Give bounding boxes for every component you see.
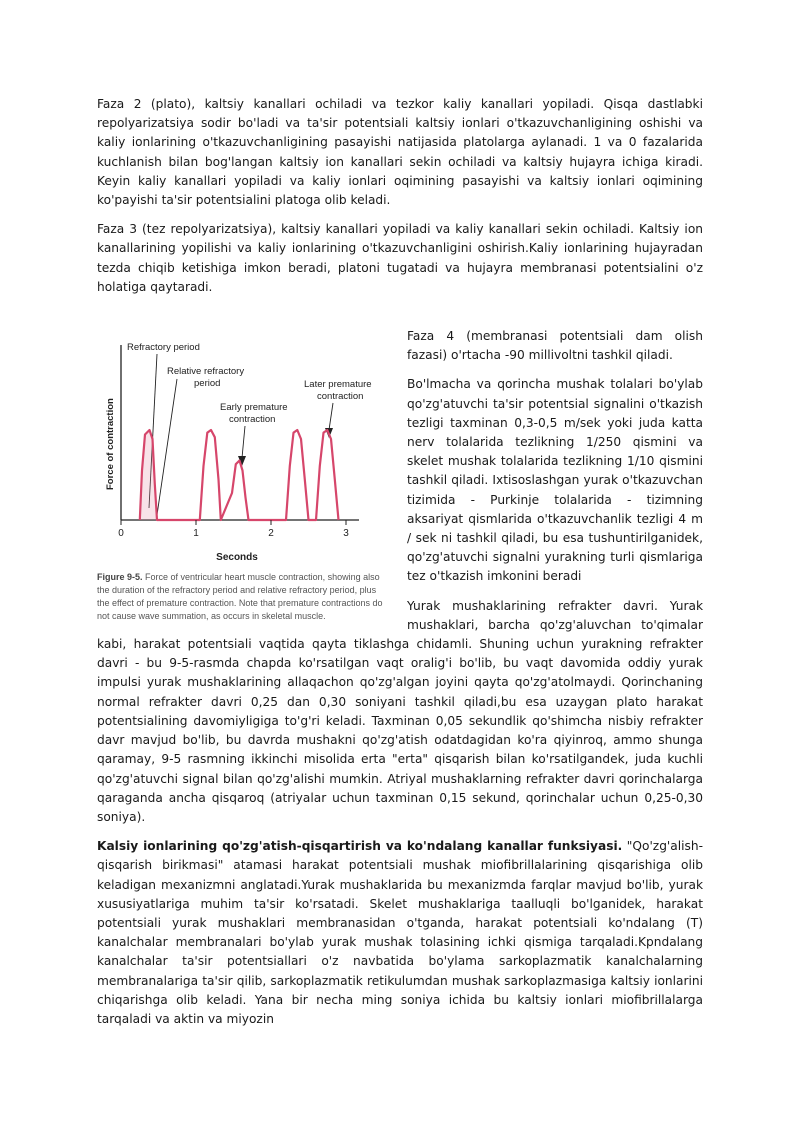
figure-text-block xyxy=(97,327,703,837)
x-tick-label: 0 xyxy=(118,528,124,540)
x-tick-label: 3 xyxy=(343,528,349,540)
paragraph-conduction: Bo'lmacha va qorincha mushak tolalari bo'ylab qo'zg'atuvchi ta'sir potentsial signalini o'tkazish tezligi taxminan 0,3-0,5 m/sek yoki juda katta nerv tolalarida tezlikning 1/250 qismini va skelet mushak tolalarida tezlikning 1/10 qismini tashkil qiladi. Ixtisoslashgan yurak o'tkazuvchan tizimida - Purkinje tolalarida - tizimning aksariyat qismlarida o'tkazuvchanlik tezligi 4 m / sek ni tashkil qiladi, bu esa tushuntirilganidek, qo'zg'atuvchi signalni yurakning turli qismlariga tez o'tkazish imkonini beradi xyxy=(407,377,703,584)
contraction-chart xyxy=(97,330,387,565)
pointer-relative xyxy=(157,379,177,515)
calcium-heading: Kalsiy ionlarining qo'zg'atish-qisqartirish va ko'ndalang kanallar funksiyasi. xyxy=(97,839,623,854)
annotation-relative-1: Relative refractory xyxy=(167,366,245,378)
annotation-early-2: contraction xyxy=(229,414,276,426)
paragraph-phase-2: Faza 2 (plato), kaltsiy kanallari ochiladi va tezkor kaliy kanallari yopiladi. Qisqa dastlabki repolyarizatsiya sodir bo'ladi va ta'sir potentsiali kaltsiy ionlari o'tkazuvchanligining oshishi va kaliy ionlarining o'tkazuvchanligining pasayishi natijasida platolarga aylanadi. 1 va 0 fazalarida kuchlanish bilan bog'langan kaltsiy ion kanallari sekin ochiladi va kaltsiy hujayra ichiga kiradi. Keyin kaliy kanallari yopiladi va kaliy ionlari oqimining pasayishi va kaltsiy ionlari oqimining ko'payishi ta'sir potentsialini platoga olib keladi. xyxy=(97,97,703,208)
annotation-relative-2: period xyxy=(194,378,221,390)
annotation-refractory: Refractory period xyxy=(127,342,200,354)
paragraph-phase-4: Faza 4 (membranasi potentsiali dam olish fazasi) o'rtacha -90 millivoltni tashkil qiladi. xyxy=(407,329,703,363)
paragraph-refractory: Yurak mushaklarining refrakter davri. Yurak mushaklari, barcha qo'zg'aluvchan to'qimalar kabi, harakat potentsiali vaqtida qayta tiklashga chidamli. Shuning uchun yurakning refrakter davri - bu 9-5-rasmda chapda ko'rsatilgan vaqt oralig'i bo'lib, bu vaqt davomida oddiy yurak impulsi yurak mushaklarining allaqachon qo'zg'algan joyini qayta qo'zg'atolmaydi. Qorinchaning normal refrakter davri 0,25 dan 0,30 soniyani tashkil qiladi,bu esa uzaygan plato harakat potentsialining davomiyligiga to'g'ri keladi. Taxminan 0,05 sekundlik qo'shimcha nisbiy refrakter davr mavjud bo'lib, bu davrda mushakni qo'zg'atish odatdagidan ko'ra qiyinroq, ammo shunga qaramay, 9-5 rasmning ikkinchi misolida erta "erta" qisqarish bilan ko'rsatilgandek, juda kuchli qo'zg'atuvchi signal bilan qo'zg'alishi mumkin. Atriyal mushaklarning refrakter davri qorinchalarga qaraganda ancha qisqaroq (atriyalar uchun taxminan 0,15 sekund, qorinchalar uchun 0,25-0,30 soniya). xyxy=(97,598,703,824)
x-tick-label: 2 xyxy=(268,528,274,540)
figure-caption xyxy=(97,571,387,623)
paragraph-phase-3: Faza 3 (tez repolyarizatsiya), kaltsiy kanallari yopiladi va kaliy kanallari sekin ochiladi. Kaltsiy ion kanallarining yopilishi va kaliy ionlarining o'tkazuvchanligini oshirish.Kaliy ionlarining hujayradan tezda chiqib ketishiga imkon beradi, platoni tugatadi va hujayra membranasi potentsialini o'z holatiga qaytaradi. xyxy=(97,222,703,294)
paragraph-calcium xyxy=(97,837,703,1029)
caption-label: Figure 9-5. xyxy=(97,572,143,583)
pointer-later xyxy=(329,403,333,430)
figure-9-5 xyxy=(97,330,387,625)
annotation-later-2: contraction xyxy=(317,391,364,403)
annotation-early-1: Early premature xyxy=(220,402,288,414)
y-axis-label: Force of contraction xyxy=(105,398,116,491)
caption-text: Force of ventricular heart muscle contraction, showing also the duration of the refractory period and relative refractory period, plus the effect of premature contraction. Note that premature contractions do not cause wave summation, as occurs in skeletal muscle. xyxy=(97,572,383,622)
pointer-early xyxy=(242,426,245,458)
document-page xyxy=(97,95,703,1039)
contraction-series-line xyxy=(140,430,339,520)
calcium-text: "Qo'zg'alish-qisqarish birikmasi" atamasi harakat potentsiali mushak miofibrillalarining qisqarishiga olib keladigan mexanizmni anglatadi.Yurak mushaklarida bu mexanizmda farqlar mavjud bo'lib, yurak xususiyatlariga muhim ta'sir ko'rsatadi. Skelet mushaklariga taalluqli bo'lganidek, harakat potentsiali yurak mushaklari membranasidan o'tganda, harakat potentsiali ko'ndalang (T) kanalchalar membranalari bo'ylab yurak mushak tolasining ichki qismiga tarqaladi.Kpndalang kanalchalar ta'sir potentsiallari o'z navbatida bo'ylama sarkoplazmatik kanalchalarning membranalariga ta'sir qilib, sarkoplazmatik retikulumdan mushak sarkoplazmasiga kaltsiy ionlarini chiqarishga olib keladi. Yana bir necha ming soniya ichida bu kaltsiy ionlari miofibrillalarga tarqaladi va aktin va miyozin xyxy=(97,839,703,1026)
x-tick-label: 1 xyxy=(193,528,199,540)
x-axis-label: Seconds xyxy=(216,552,258,564)
annotation-later-1: Later premature xyxy=(304,379,372,391)
